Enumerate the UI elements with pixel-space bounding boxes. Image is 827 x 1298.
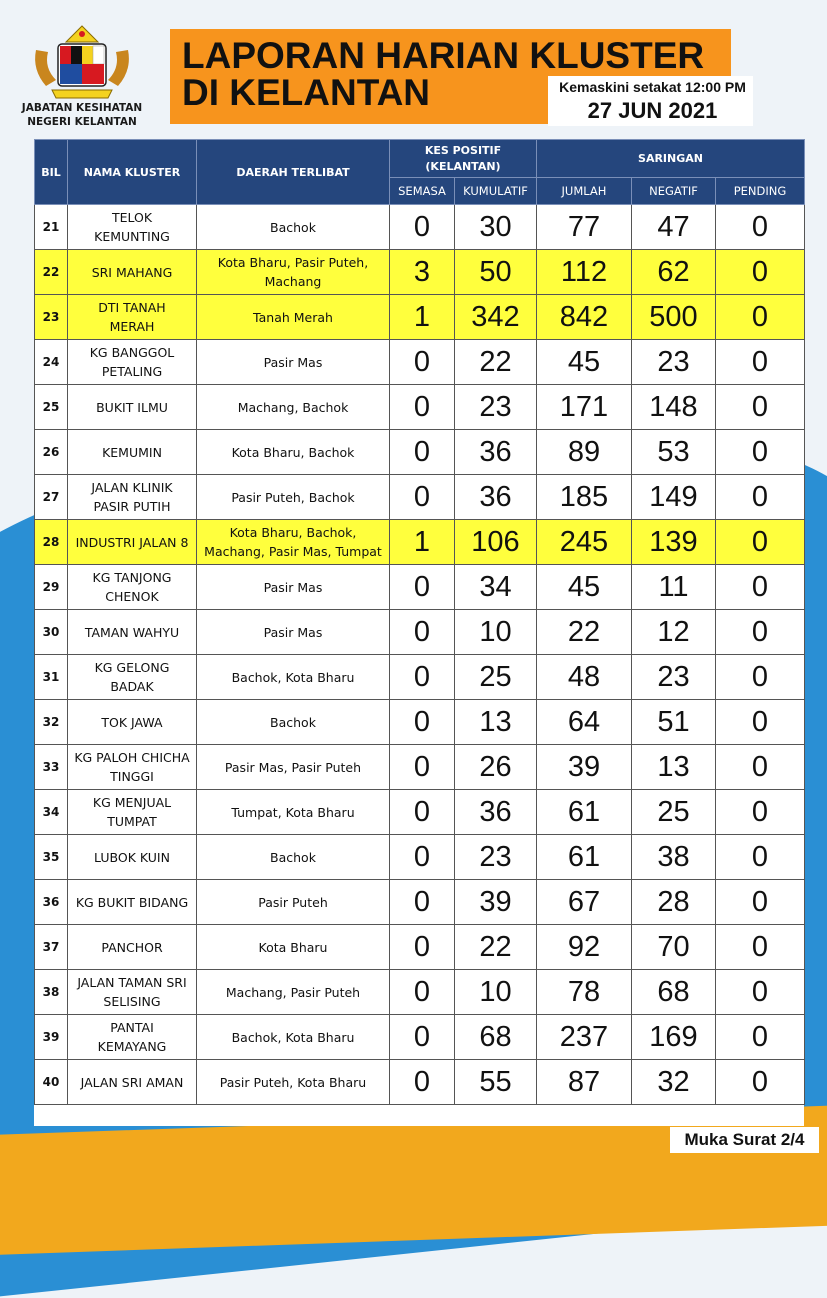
cell-semasa: 1	[390, 520, 455, 565]
cell-nama-kluster: JALAN TAMAN SRI SELISING	[68, 970, 197, 1015]
cell-bil: 29	[35, 565, 68, 610]
cell-bil: 23	[35, 295, 68, 340]
cell-jumlah: 48	[537, 655, 632, 700]
cell-semasa: 0	[390, 385, 455, 430]
cell-bil: 33	[35, 745, 68, 790]
cell-negatif: 62	[632, 250, 716, 295]
cell-kumulatif: 23	[455, 835, 537, 880]
cell-kumulatif: 23	[455, 385, 537, 430]
coat-of-arms-logo	[28, 20, 136, 100]
cell-daerah: Tanah Merah	[197, 295, 390, 340]
cell-kumulatif: 39	[455, 880, 537, 925]
cell-daerah: Machang, Bachok	[197, 385, 390, 430]
cell-pending: 0	[716, 385, 805, 430]
cell-semasa: 0	[390, 655, 455, 700]
cell-semasa: 0	[390, 1060, 455, 1105]
cell-nama-kluster: KG PALOH CHICHA TINGGI	[68, 745, 197, 790]
cell-negatif: 38	[632, 835, 716, 880]
cell-bil: 31	[35, 655, 68, 700]
cell-nama-kluster: KG GELONG BADAK	[68, 655, 197, 700]
cell-bil: 28	[35, 520, 68, 565]
table-row	[35, 520, 805, 565]
cell-jumlah: 171	[537, 385, 632, 430]
cell-nama-kluster: DTI TANAH MERAH	[68, 295, 197, 340]
cluster-table	[34, 139, 805, 1105]
cell-semasa: 0	[390, 835, 455, 880]
cell-jumlah: 22	[537, 610, 632, 655]
header-jumlah: JUMLAH	[537, 178, 632, 205]
header-bil: BIL	[35, 140, 68, 205]
cell-bil: 25	[35, 385, 68, 430]
cell-kumulatif: 34	[455, 565, 537, 610]
cell-bil: 37	[35, 925, 68, 970]
cell-nama-kluster: JALAN SRI AMAN	[68, 1060, 197, 1105]
cell-bil: 32	[35, 700, 68, 745]
table-row	[35, 880, 805, 925]
cell-bil: 36	[35, 880, 68, 925]
cell-nama-kluster: TOK JAWA	[68, 700, 197, 745]
cell-jumlah: 64	[537, 700, 632, 745]
cell-jumlah: 245	[537, 520, 632, 565]
table-row	[35, 1015, 805, 1060]
cell-kumulatif: 55	[455, 1060, 537, 1105]
table-row	[35, 565, 805, 610]
table-row	[35, 655, 805, 700]
cell-nama-kluster: TAMAN WAHYU	[68, 610, 197, 655]
cell-pending: 0	[716, 700, 805, 745]
cell-jumlah: 237	[537, 1015, 632, 1060]
table-body	[35, 205, 805, 1105]
cell-negatif: 53	[632, 430, 716, 475]
cell-pending: 0	[716, 250, 805, 295]
cell-jumlah: 77	[537, 205, 632, 250]
table-row	[35, 475, 805, 520]
cell-nama-kluster: KEMUMIN	[68, 430, 197, 475]
cell-semasa: 0	[390, 340, 455, 385]
cell-pending: 0	[716, 745, 805, 790]
cell-negatif: 23	[632, 655, 716, 700]
cell-pending: 0	[716, 1060, 805, 1105]
cell-pending: 0	[716, 925, 805, 970]
cell-daerah: Kota Bharu, Pasir Puteh, Machang	[197, 250, 390, 295]
cell-kumulatif: 36	[455, 430, 537, 475]
cell-daerah: Bachok, Kota Bharu	[197, 655, 390, 700]
cell-jumlah: 67	[537, 880, 632, 925]
cell-nama-kluster: JALAN KLINIK PASIR PUTIH	[68, 475, 197, 520]
cell-jumlah: 89	[537, 430, 632, 475]
cell-jumlah: 45	[537, 340, 632, 385]
cell-daerah: Bachok	[197, 205, 390, 250]
cell-negatif: 47	[632, 205, 716, 250]
table-row	[35, 610, 805, 655]
cell-negatif: 13	[632, 745, 716, 790]
cell-pending: 0	[716, 340, 805, 385]
header-nama-kluster: NAMA KLUSTER	[68, 140, 197, 205]
cell-semasa: 0	[390, 205, 455, 250]
cell-pending: 0	[716, 205, 805, 250]
cell-kumulatif: 10	[455, 610, 537, 655]
table-row	[35, 925, 805, 970]
cell-negatif: 139	[632, 520, 716, 565]
page-title: LAPORAN HARIAN KLUSTER DI KELANTAN	[182, 35, 705, 113]
table-row	[35, 700, 805, 745]
table-row	[35, 250, 805, 295]
cell-negatif: 23	[632, 340, 716, 385]
cell-kumulatif: 36	[455, 475, 537, 520]
cell-kumulatif: 25	[455, 655, 537, 700]
cell-semasa: 1	[390, 295, 455, 340]
cell-pending: 0	[716, 1015, 805, 1060]
cell-negatif: 28	[632, 880, 716, 925]
cell-semasa: 0	[390, 790, 455, 835]
update-date: 27 JUN 2021	[587, 98, 718, 123]
cell-pending: 0	[716, 565, 805, 610]
cell-kumulatif: 30	[455, 205, 537, 250]
cell-negatif: 70	[632, 925, 716, 970]
cell-daerah: Tumpat, Kota Bharu	[197, 790, 390, 835]
cell-jumlah: 87	[537, 1060, 632, 1105]
cell-semasa: 0	[390, 1015, 455, 1060]
cell-negatif: 149	[632, 475, 716, 520]
cell-pending: 0	[716, 520, 805, 565]
cell-nama-kluster: KG BUKIT BIDANG	[68, 880, 197, 925]
cell-negatif: 32	[632, 1060, 716, 1105]
cell-daerah: Pasir Mas, Pasir Puteh	[197, 745, 390, 790]
cell-bil: 34	[35, 790, 68, 835]
cell-kumulatif: 36	[455, 790, 537, 835]
page-number: Muka Surat 2/4	[670, 1127, 819, 1153]
cell-jumlah: 92	[537, 925, 632, 970]
cell-pending: 0	[716, 475, 805, 520]
table-row	[35, 1060, 805, 1105]
table-row	[35, 205, 805, 250]
cell-kumulatif: 106	[455, 520, 537, 565]
cell-bil: 24	[35, 340, 68, 385]
cell-jumlah: 45	[537, 565, 632, 610]
cell-semasa: 0	[390, 610, 455, 655]
cell-daerah: Machang, Pasir Puteh	[197, 970, 390, 1015]
cell-nama-kluster: SRI MAHANG	[68, 250, 197, 295]
table-row	[35, 970, 805, 1015]
cell-negatif: 12	[632, 610, 716, 655]
cell-pending: 0	[716, 790, 805, 835]
cell-daerah: Bachok, Kota Bharu	[197, 1015, 390, 1060]
table-row	[35, 790, 805, 835]
cell-jumlah: 78	[537, 970, 632, 1015]
cell-kumulatif: 13	[455, 700, 537, 745]
cell-semasa: 3	[390, 250, 455, 295]
cell-negatif: 11	[632, 565, 716, 610]
cell-semasa: 0	[390, 925, 455, 970]
cell-semasa: 0	[390, 970, 455, 1015]
cell-daerah: Pasir Mas	[197, 565, 390, 610]
table-row	[35, 745, 805, 790]
table-row	[35, 430, 805, 475]
header-pending: PENDING	[716, 178, 805, 205]
cell-jumlah: 185	[537, 475, 632, 520]
cell-jumlah: 39	[537, 745, 632, 790]
cell-semasa: 0	[390, 430, 455, 475]
cell-kumulatif: 342	[455, 295, 537, 340]
cell-nama-kluster: BUKIT ILMU	[68, 385, 197, 430]
cell-daerah: Bachok	[197, 700, 390, 745]
cell-nama-kluster: KG TANJONG CHENOK	[68, 565, 197, 610]
cell-kumulatif: 26	[455, 745, 537, 790]
cell-pending: 0	[716, 970, 805, 1015]
cell-bil: 40	[35, 1060, 68, 1105]
cell-kumulatif: 22	[455, 340, 537, 385]
cell-nama-kluster: KG BANGGOL PETALING	[68, 340, 197, 385]
header-negatif: NEGATIF	[632, 178, 716, 205]
cell-nama-kluster: PANCHOR	[68, 925, 197, 970]
cell-daerah: Pasir Puteh, Bachok	[197, 475, 390, 520]
cell-daerah: Kota Bharu, Bachok	[197, 430, 390, 475]
cell-jumlah: 61	[537, 790, 632, 835]
cell-nama-kluster: PANTAI KEMAYANG	[68, 1015, 197, 1060]
cell-daerah: Bachok	[197, 835, 390, 880]
table-row	[35, 340, 805, 385]
cell-bil: 38	[35, 970, 68, 1015]
cell-negatif: 25	[632, 790, 716, 835]
table-row	[35, 295, 805, 340]
cell-negatif: 51	[632, 700, 716, 745]
cell-pending: 0	[716, 610, 805, 655]
cell-negatif: 68	[632, 970, 716, 1015]
cell-pending: 0	[716, 655, 805, 700]
cell-semasa: 0	[390, 565, 455, 610]
cell-bil: 39	[35, 1015, 68, 1060]
cell-daerah: Kota Bharu	[197, 925, 390, 970]
cell-daerah: Pasir Mas	[197, 340, 390, 385]
cell-semasa: 0	[390, 880, 455, 925]
cell-negatif: 500	[632, 295, 716, 340]
cell-pending: 0	[716, 295, 805, 340]
header-kes-positif: KES POSITIF (KELANTAN)	[390, 140, 537, 178]
cell-pending: 0	[716, 430, 805, 475]
cell-daerah: Kota Bharu, Bachok, Machang, Pasir Mas, Tumpat	[197, 520, 390, 565]
cell-jumlah: 112	[537, 250, 632, 295]
cell-daerah: Pasir Puteh	[197, 880, 390, 925]
cell-semasa: 0	[390, 700, 455, 745]
cell-nama-kluster: INDUSTRI JALAN 8	[68, 520, 197, 565]
header-saringan: SARINGAN	[537, 140, 805, 178]
header-daerah-terlibat: DAERAH TERLIBAT	[197, 140, 390, 205]
header-kumulatif: KUMULATIF	[455, 178, 537, 205]
cell-nama-kluster: KG MENJUAL TUMPAT	[68, 790, 197, 835]
cell-kumulatif: 50	[455, 250, 537, 295]
cluster-table-panel	[34, 139, 804, 1126]
cell-semasa: 0	[390, 475, 455, 520]
cell-nama-kluster: TELOK KEMUNTING	[68, 205, 197, 250]
cell-bil: 21	[35, 205, 68, 250]
cell-jumlah: 842	[537, 295, 632, 340]
cell-jumlah: 61	[537, 835, 632, 880]
cell-pending: 0	[716, 880, 805, 925]
header-semasa: SEMASA	[390, 178, 455, 205]
update-label: Kemaskini setakat 12:00 PM	[559, 79, 746, 95]
cell-negatif: 169	[632, 1015, 716, 1060]
cell-daerah: Pasir Mas	[197, 610, 390, 655]
table-row	[35, 835, 805, 880]
table-row	[35, 385, 805, 430]
cell-daerah: Pasir Puteh, Kota Bharu	[197, 1060, 390, 1105]
cell-bil: 35	[35, 835, 68, 880]
cell-nama-kluster: LUBOK KUIN	[68, 835, 197, 880]
cell-pending: 0	[716, 835, 805, 880]
cell-bil: 26	[35, 430, 68, 475]
cell-bil: 22	[35, 250, 68, 295]
cell-kumulatif: 22	[455, 925, 537, 970]
cell-kumulatif: 10	[455, 970, 537, 1015]
department-name: JABATAN KESIHATAN NEGERI KELANTAN	[21, 102, 143, 128]
cell-negatif: 148	[632, 385, 716, 430]
cell-bil: 27	[35, 475, 68, 520]
cell-semasa: 0	[390, 745, 455, 790]
cell-bil: 30	[35, 610, 68, 655]
cell-kumulatif: 68	[455, 1015, 537, 1060]
